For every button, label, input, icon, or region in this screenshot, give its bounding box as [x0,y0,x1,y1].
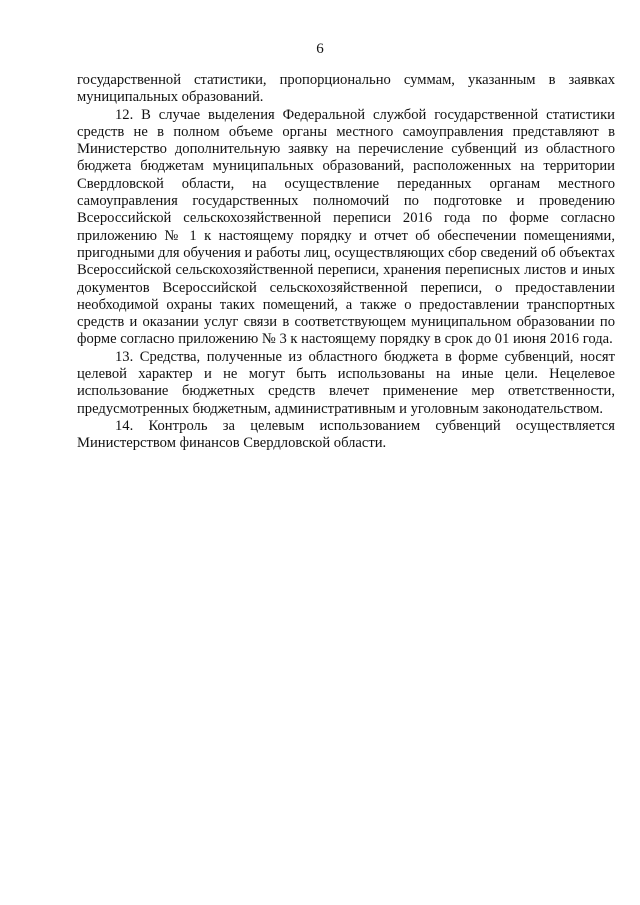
document-body [77,72,615,453]
paragraph-continuation: государственной статистики, пропорционально суммам, указанным в заявках муниципальных образований. [77,72,615,106]
paragraph-14: 14. Контроль за целевым использованием субвенций осуществляется Министерством финансов Свердловской области. [77,417,615,452]
page-number: 6 [316,41,324,57]
paragraph-13: 13. Средства, полученные из областного бюджета в форме субвенций, носят целевой характер и не могут быть использованы на иные цели. Нецелевое использование бюджетных средств влечет применение мер ответственности, предусмотренных бюджетным, административным и уголовным законодательством. [77,348,615,417]
paragraph-12: 12. В случае выделения Федеральной службой государственной статистики средств не в полном объеме органы местного самоуправления представляют в Министерство дополнительную заявку на перечисление субвенций из областного бюджета бюджетам муниципальных образований, расположенных на территории Свердловской области, на осуществление переданных органам местного самоуправления государственных полномочий по подготовке и проведению Всероссийской сельскохозяйственной переписи 2016 года по форме согласно приложению № 1 к настоящему порядку и отчет об обеспечении помещениями, пригодными для обучения и работы лиц, осуществляющих сбор сведений об объектах Всероссийской сельскохозяйственной переписи, хранения переписных листов и иных документов Всероссийской сельскохозяйственной переписи, о предоставлении необходимой охраны таких помещений, а также о предоставлении транспортных средств и оказании услуг связи в соответствующем муниципальном образовании по форме согласно приложению № 3 к настоящему порядку в срок до 01 июня 2016 года. [77,106,615,348]
